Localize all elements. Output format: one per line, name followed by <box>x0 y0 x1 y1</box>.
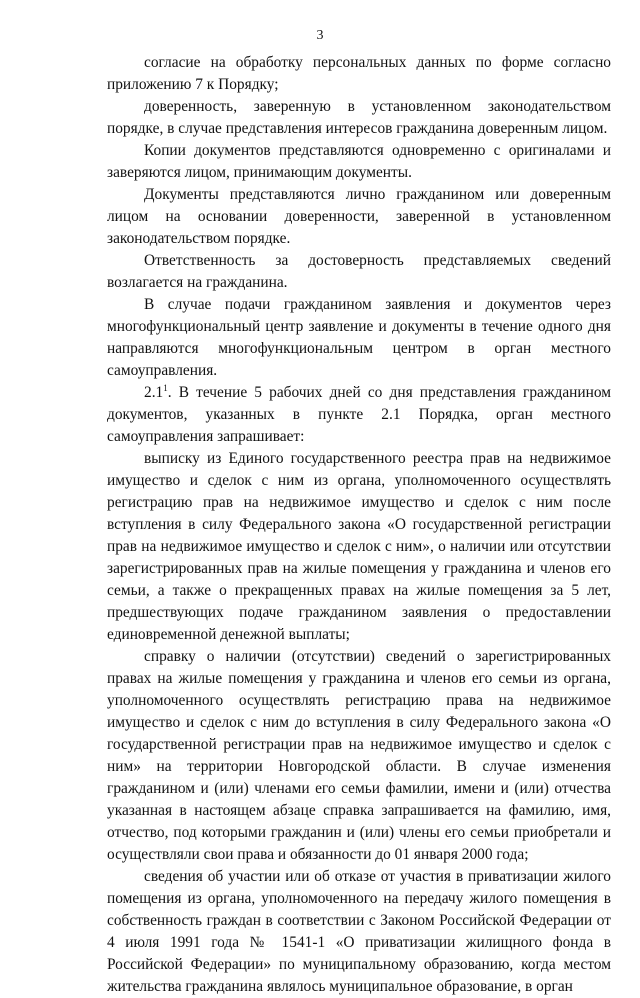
clause-text: . В течение 5 рабочих дней со дня представления гражданином документов, указанных в пункте 2.1 Порядка, орган местного самоуправления запрашивает: <box>107 384 611 445</box>
paragraph-registration-certificate: справку о наличии (отсутствии) сведений о зарегистрированных правах на жилые помещения у гражданина и членов его семьи из органа, уполномоченного осуществлять регистрацию права на недвижимое имущество и сделок с ним до вступления в силу Федерального закона «О государственной регистрации прав на недвижимое имущество и сделок с ним» на территории Новгородской области. В случае изменения гражданином и (или) членами его семьи фамилии, имени и (или) отчества указанная в настоящем абзаце справка запрашивается на фамилию, имя, отчество, под которыми гражданин и (или) члены его семьи приобретали и осуществляли свои права и обязанности до 01 января 2000 года; <box>107 648 611 863</box>
document-body <box>107 52 611 998</box>
paragraph-copies: Копии документов представляются одновременно с оригиналами и заверяются лицом, принимающим документы. <box>107 142 611 181</box>
paragraph-power-of-attorney: доверенность, заверенную в установленном законодательством порядке, в случае представления интересов гражданина доверенным лицом. <box>107 98 611 137</box>
paragraph-privatization-info: сведения об участии или об отказе от участия в приватизации жилого помещения из органа, уполномоченного на передачу жилого помещения в собственность граждан в соответствии с Законом Российской Федерации от 4 июля 1991 года № 1541-1 «О приватизации жилищного фонда в Российской Федерации» по муниципальному образованию, когда местом жительства гражданина являлось муниципальное образование, в орган <box>107 868 611 995</box>
paragraph-clause-2-1-1 <box>107 382 611 448</box>
paragraph-responsibility: Ответственность за достоверность представляемых сведений возлагается на гражданина. <box>107 252 611 291</box>
clause-superscript: 1 <box>163 382 168 393</box>
paragraph-egrp-extract: выписку из Единого государственного реестра прав на недвижимое имущество и сделок с ним из органа, уполномоченного осуществлять регистрацию прав на недвижимое имущество и сделок с ним после вступления в силу Федерального закона «О государственной регистрации прав на недвижимое имущество и сделок с ним», о наличии или отсутствии зарегистрированных прав на жилые помещения у гражданина и членов его семьи, а также о прекращенных правах на жилые помещения за 5 лет, предшествующих подаче гражданином заявления о предоставлении единовременной денежной выплаты; <box>107 450 611 643</box>
clause-number: 2.1 <box>144 384 164 401</box>
page-number: 3 <box>316 28 324 43</box>
paragraph-submission: Документы представляются лично гражданином или доверенным лицом на основании доверенности, заверенной в установленном законодательством порядке. <box>107 186 611 247</box>
paragraph-mfc: В случае подачи гражданином заявления и документов через многофункциональный центр заявление и документы в течение одного дня направляются многофункциональным центром в орган местного самоуправления. <box>107 296 611 379</box>
paragraph-consent: согласие на обработку персональных данных по форме согласно приложению 7 к Порядку; <box>107 54 611 93</box>
